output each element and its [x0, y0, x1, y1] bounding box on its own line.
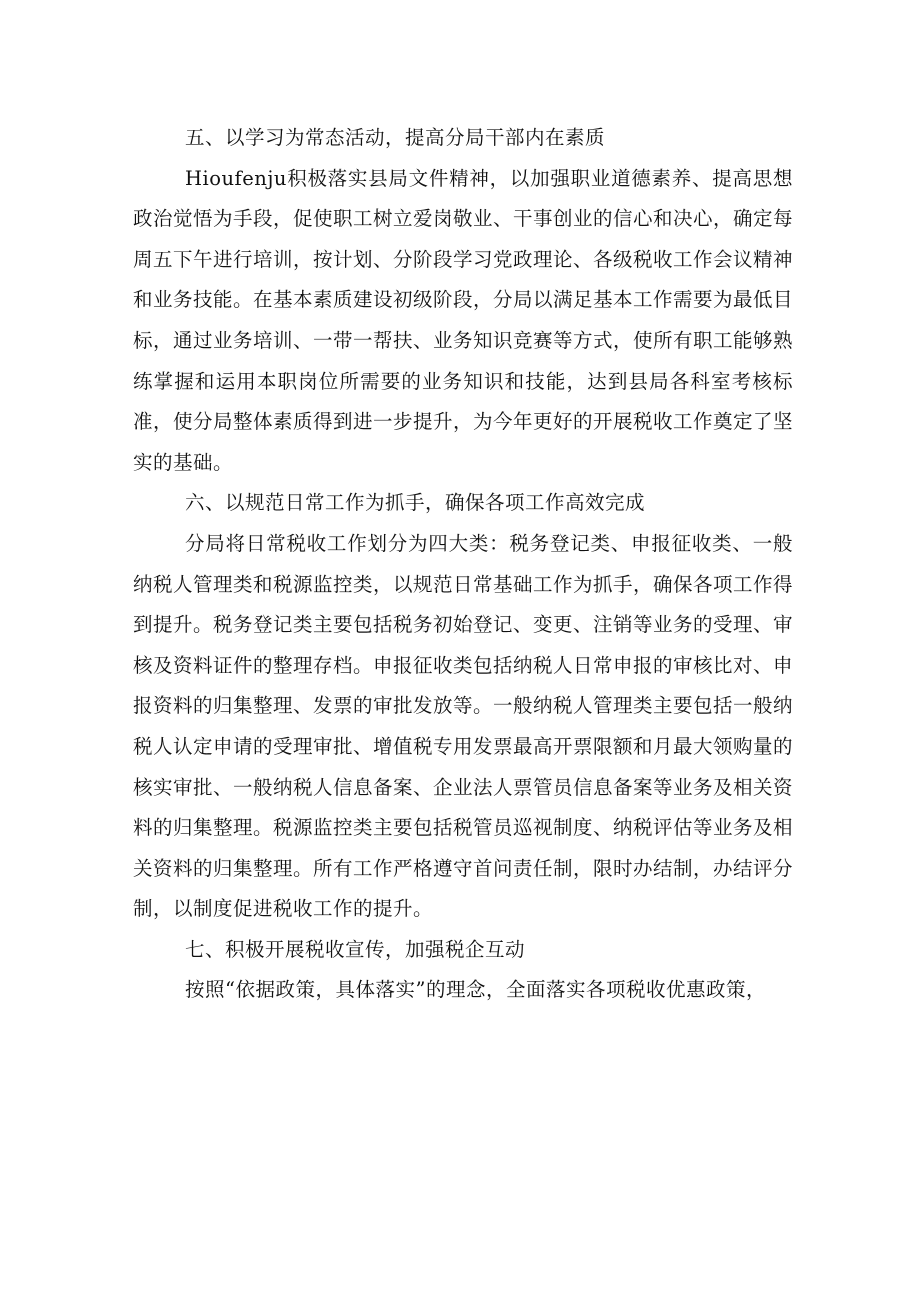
section-heading-7: 七、积极开展税收宣传，加强税企互动 — [185, 937, 526, 961]
section-paragraph-6: 分局将日常税收工作划分为四大类：税务登记类、申报征收类、一般纳税人管理类和税源监控类，以规范日常基础工作为抓手，确保各项工作得到提升。税务登记类主要包括税务初始登记、变更、注销等业务的受理、审核及资料证件的整理存档。申报征收类包括纳税人日常申报的审核比对、申报资料的归集整理、发票的审批发放等。一般纳税人管理类主要包括一般纳税人认定申请的受理审批、增值税专用发票最高开票限额和月最大领购量的核实审批、一般纳税人信息备案、企业法人票管员信息备案等业务及相关资料的归集整理。税源监控类主要包括税管员巡视制度、纳税评估等业务及相关资料的归集整理。所有工作严格遵守首问责任制，限时办结制，办结评分制，以制度促进税收工作的提升。 — [133, 531, 794, 921]
section-paragraph-7: 按照“依据政策，具体落实”的理念，全面落实各项税收优惠政策， — [185, 978, 766, 1002]
document-body — [133, 118, 793, 1011]
section-heading-5: 五、以学习为常态活动，提高分局干部内在素质 — [185, 126, 606, 149]
section-paragraph-5: Hioufenju积极落实县局文件精神，以加强职业道德素养、提高思想政治觉悟为手段，促使职工树立爱岗敬业、干事创业的信心和决心，确定每周五下午进行培训，按计划、分阶段学习党政理论、各级税收工作会议精神和业务技能。在基本素质建设初级阶段，分局以满足基本工作需要为最低目标，通过业务培训、一带一帮扶、业务知识竞赛等方式，使所有职工能够熟练掌握和运用本职岗位所需要的业务知识和技能，达到县局各科室考核标准，使分局整体素质得到进一步提升，为今年更好的开展税收工作奠定了坚实的基础。 — [133, 166, 794, 474]
section-heading-6: 六、以规范日常工作为抓手，确保各项工作高效完成 — [185, 491, 646, 515]
